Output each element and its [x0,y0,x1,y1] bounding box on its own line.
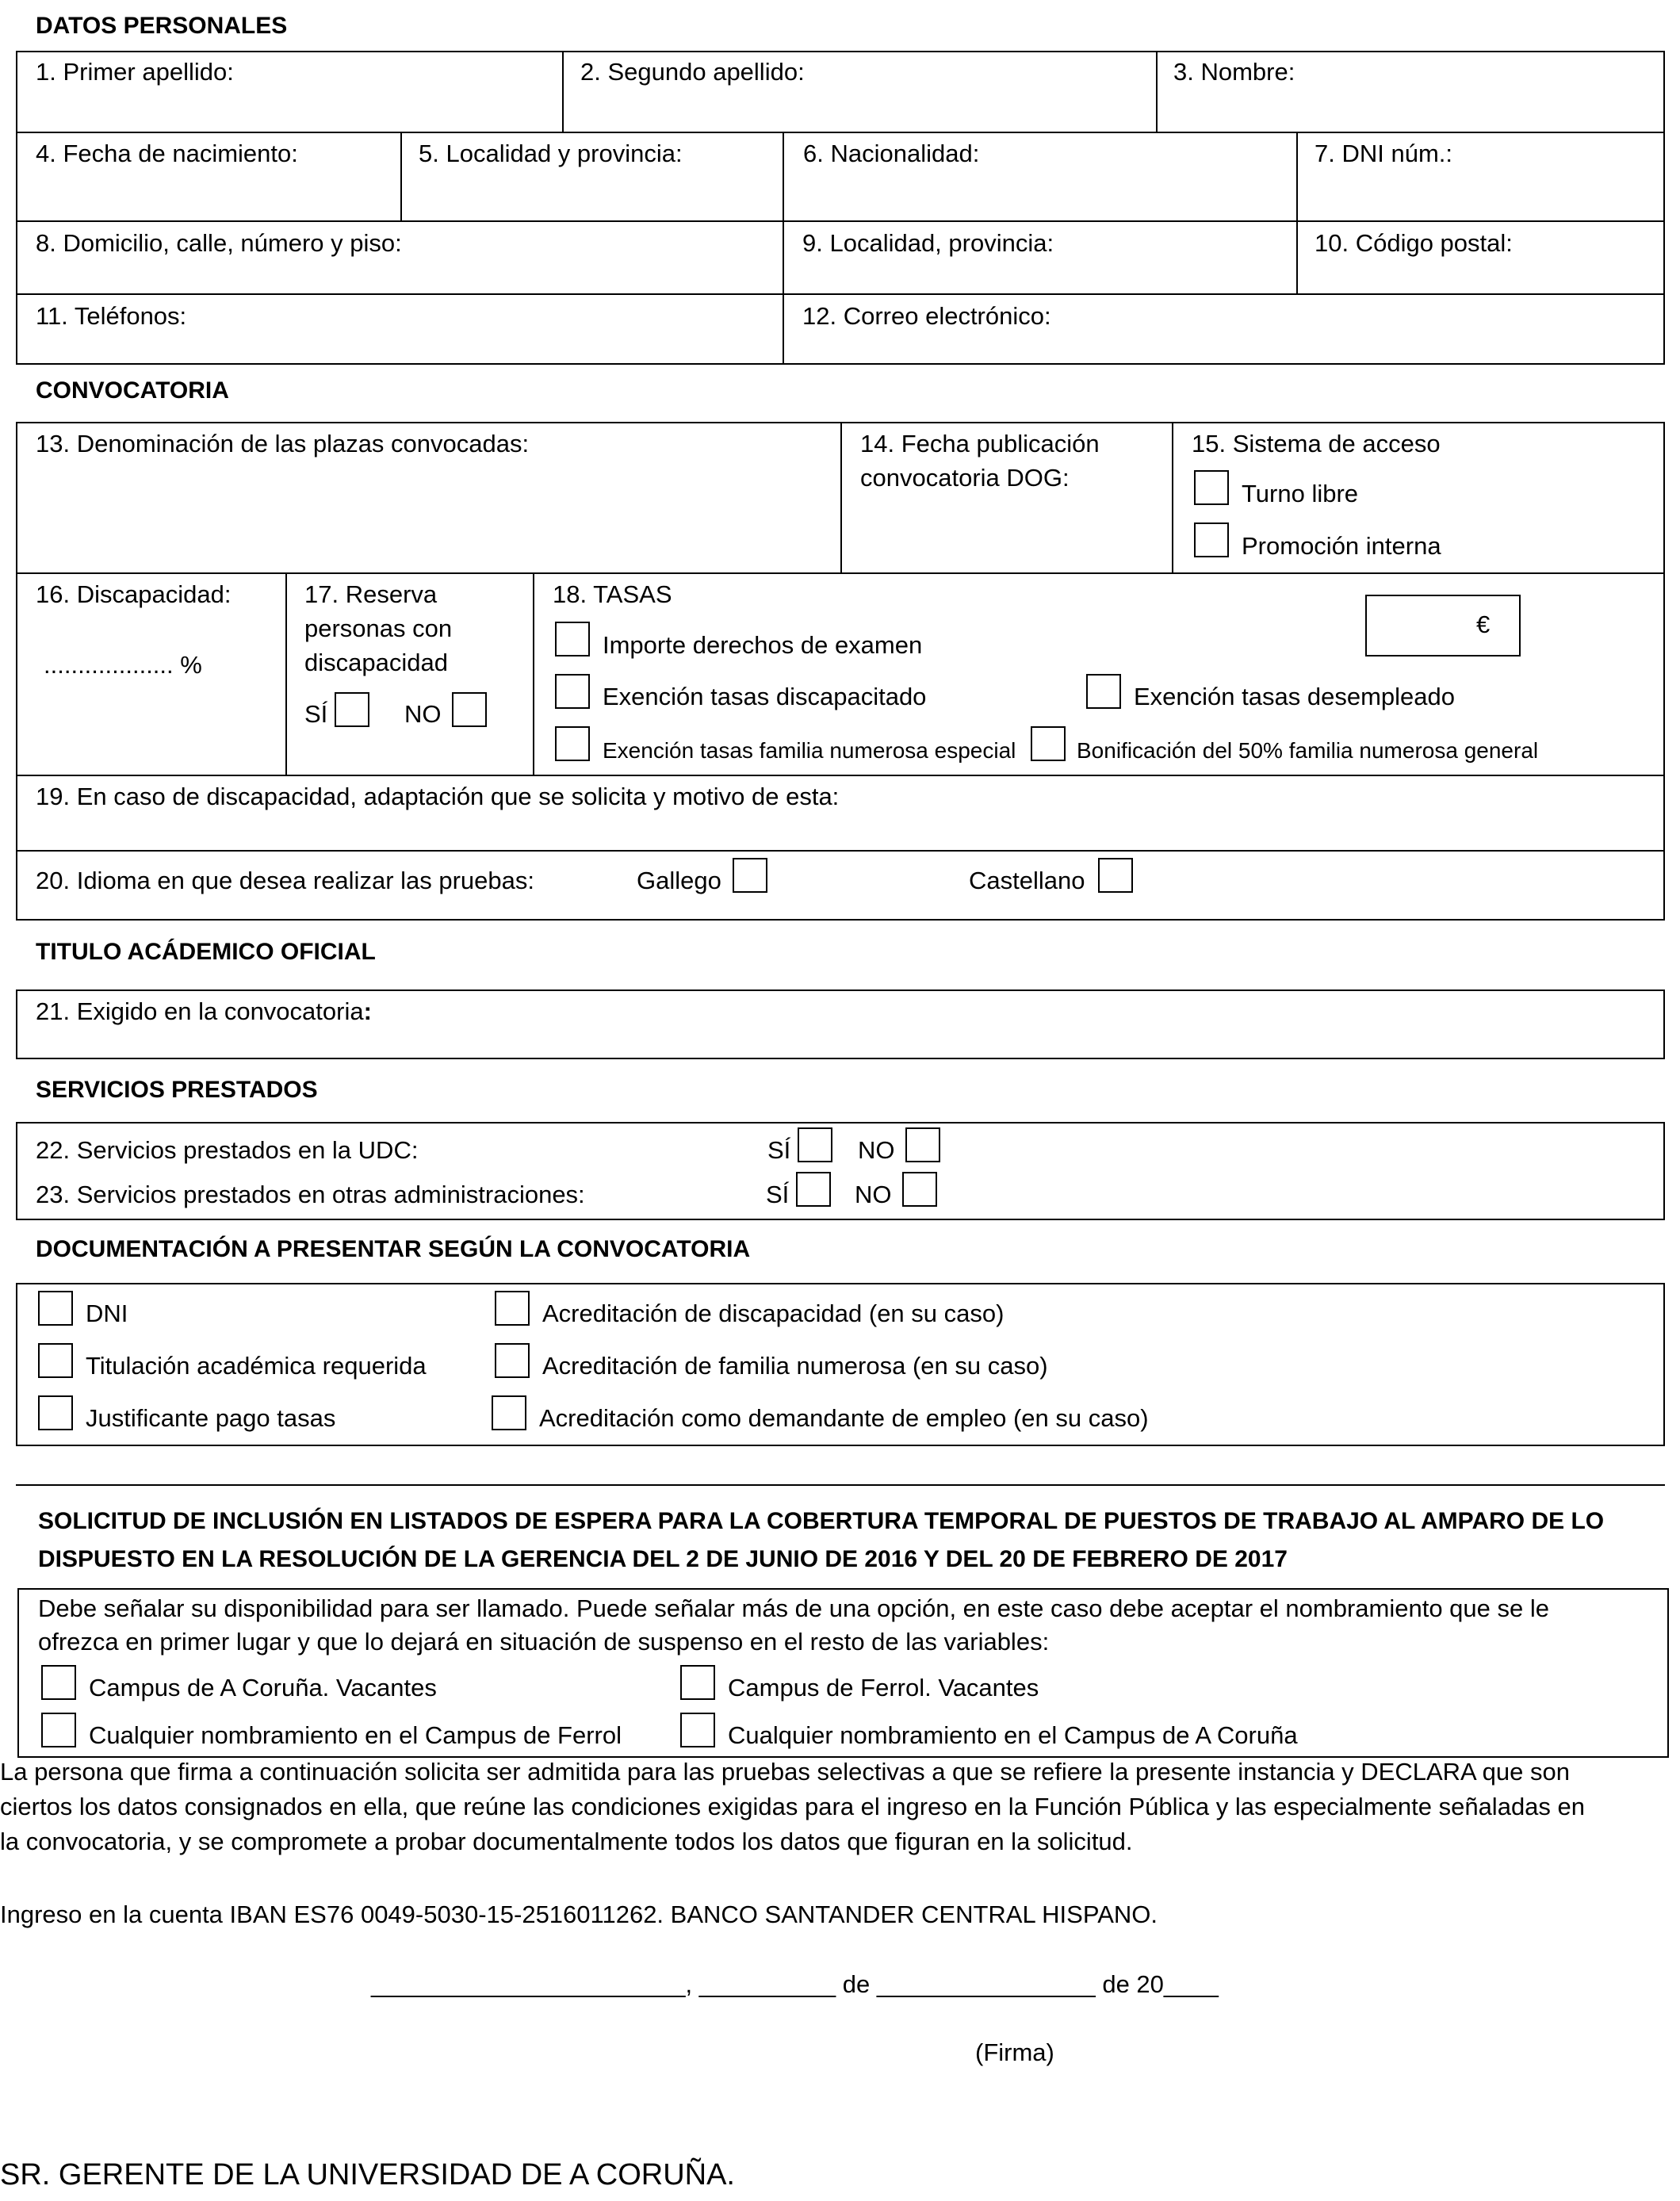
justificante-checkbox[interactable] [38,1395,73,1430]
col-divider [533,572,534,775]
fecha-firma-line[interactable]: _______________________, __________ de ________________ de 20____ [371,1970,1219,1998]
solicitud-title-line1: SOLICITUD DE INCLUSIÓN EN LISTADOS DE ESPERA PARA LA COBERTURA TEMPORAL DE PUESTOS DE TRABAJO AL AMPARO DE LO [38,1508,1605,1534]
importe-derechos-checkbox[interactable] [555,622,590,656]
turno-libre-checkbox[interactable] [1194,470,1229,505]
servicios-udc-no-label: NO [858,1136,895,1164]
col-divider [1156,51,1158,132]
titulo-exigido-colon: : [363,997,372,1025]
reserva-label-3: discapacidad [304,649,448,676]
exencion-desempleado-checkbox[interactable] [1086,674,1121,709]
importe-derechos-label: Importe derechos de examen [603,631,923,659]
section-separator [16,1484,1665,1486]
gallego-label: Gallego [637,867,721,894]
section-titulo: TITULO ACÁDEMICO OFICIAL [36,939,376,965]
exencion-discapacitado-checkbox[interactable] [555,674,590,709]
col-divider [1172,422,1173,572]
campus-ferrol-vacantes-label: Campus de Ferrol. Vacantes [728,1674,1039,1701]
telefonos-field[interactable]: 11. Teléfonos: [36,302,187,330]
declaracion-line2: ciertos los datos consignados en ella, que reúne las condiciones exigidas para el ingreso en la Función Pública y las especialmente señaladas en [0,1793,1586,1820]
solicitud-title-line2: DISPUESTO EN LA RESOLUCIÓN DE LA GERENCIA DEL 2 DE JUNIO DE 2016 Y DEL 20 DE FEBRERO DE 2017 [38,1546,1288,1572]
acreditacion-discapacidad-checkbox[interactable] [495,1291,530,1326]
row-divider [16,132,1665,133]
firma-label: (Firma) [975,2038,1054,2066]
exencion-familia-label: Exención tasas familia numerosa especial [603,738,1016,763]
cualquier-coruna-label: Cualquier nombramiento en el Campus de A Coruña [728,1721,1298,1749]
titulacion-checkbox[interactable] [38,1343,73,1378]
exencion-desempleado-label: Exención tasas desempleado [1134,683,1455,710]
gallego-checkbox[interactable] [733,858,767,893]
fecha-publicacion-label-2[interactable]: convocatoria DOG: [860,464,1070,492]
reserva-label-2: personas con [304,614,453,642]
discapacidad-label: 16. Discapacidad: [36,580,232,608]
segundo-apellido-field[interactable]: 2. Segundo apellido: [580,58,805,86]
denominacion-plazas-field[interactable]: 13. Denominación de las plazas convocadas: [36,430,530,457]
acreditacion-familia-label: Acreditación de familia numerosa (en su caso) [542,1352,1048,1380]
acreditacion-empleo-checkbox[interactable] [492,1395,526,1430]
acreditacion-empleo-label: Acreditación como demandante de empleo (en su caso) [539,1404,1149,1432]
titulo-exigido-field[interactable] [36,997,372,1028]
servicios-udc-si-label: SÍ [767,1136,791,1164]
campus-coruna-vacantes-checkbox[interactable] [41,1665,76,1700]
correo-field[interactable]: 12. Correo electrónico: [802,302,1051,330]
row-divider [16,220,1665,222]
servicios-udc-no-checkbox[interactable] [905,1127,940,1162]
row-divider [16,572,1665,574]
primer-apellido-field[interactable]: 1. Primer apellido: [36,58,234,86]
servicios-otras-no-label: NO [855,1181,892,1208]
fecha-publicacion-label: 14. Fecha publicación [860,430,1100,457]
localidad-nacimiento-field[interactable]: 5. Localidad y provincia: [419,140,683,167]
castellano-checkbox[interactable] [1098,858,1133,893]
solicitud-intro-line2: ofrezca en primer lugar y que lo dejará en situación de suspenso en el resto de las variables: [38,1628,1050,1656]
titulacion-label: Titulación académica requerida [86,1352,427,1380]
discapacidad-percent-field[interactable]: ................... % [44,651,202,679]
tasas-label: 18. TASAS [553,580,672,608]
dni-field[interactable]: 7. DNI núm.: [1315,140,1452,167]
adaptacion-field[interactable]: 19. En caso de discapacidad, adaptación que se solicita y motivo de esta: [36,783,840,810]
campus-ferrol-vacantes-checkbox[interactable] [680,1665,715,1700]
servicios-otras-label: 23. Servicios prestados en otras administraciones: [36,1181,585,1208]
euro-icon: € [1476,611,1491,638]
declaracion-line3: la convocatoria, y se compromete a probar documentalmente todos los datos que figuran en la solicitud. [0,1828,1133,1855]
destinatario: SR. GERENTE DE LA UNIVERSIDAD DE A CORUÑA. [0,2158,735,2191]
reserva-si-label: SÍ [304,700,328,728]
servicios-otras-no-checkbox[interactable] [902,1172,937,1207]
section-servicios: SERVICIOS PRESTADOS [36,1077,318,1103]
promocion-interna-label: Promoción interna [1242,532,1441,560]
turno-libre-label: Turno libre [1242,480,1359,507]
ingreso-cuenta: Ingreso en la cuenta IBAN ES76 0049-5030-15-2516011262. BANCO SANTANDER CENTRAL HISPANO. [0,1901,1158,1928]
domicilio-field[interactable]: 8. Domicilio, calle, número y piso: [36,229,402,257]
section-documentacion: DOCUMENTACIÓN A PRESENTAR SEGÚN LA CONVOCATORIA [36,1236,751,1262]
bonificacion-label: Bonificación del 50% familia numerosa general [1077,738,1539,763]
section-convocatoria: CONVOCATORIA [36,377,229,404]
promocion-interna-checkbox[interactable] [1194,522,1229,557]
servicios-udc-si-checkbox[interactable] [798,1127,832,1162]
solicitud-intro-line1: Debe señalar su disponibilidad para ser llamado. Puede señalar más de una opción, en este caso debe aceptar el nombramiento que se le [38,1594,1549,1622]
servicios-otras-si-checkbox[interactable] [796,1172,831,1207]
servicios-udc-label: 22. Servicios prestados en la UDC: [36,1136,419,1164]
idioma-label: 20. Idioma en que desea realizar las pruebas: [36,867,535,894]
localidad-domicilio-field[interactable]: 9. Localidad, provincia: [802,229,1054,257]
col-divider [840,422,842,572]
row-divider [16,775,1665,776]
reserva-label-1: 17. Reserva [304,580,438,608]
reserva-si-checkbox[interactable] [335,692,369,727]
col-divider [562,51,564,132]
bonificacion-checkbox[interactable] [1031,726,1066,761]
titulo-exigido-label: 21. Exigido en la convocatoria [36,997,364,1025]
castellano-label: Castellano [969,867,1085,894]
servicios-otras-si-label: SÍ [766,1181,790,1208]
acreditacion-familia-checkbox[interactable] [495,1343,530,1378]
exencion-discapacitado-label: Exención tasas discapacitado [603,683,927,710]
row-divider [16,293,1665,295]
cualquier-ferrol-label: Cualquier nombramiento en el Campus de Ferrol [89,1721,622,1749]
exencion-familia-checkbox[interactable] [555,726,590,761]
justificante-label: Justificante pago tasas [86,1404,336,1432]
codigo-postal-field[interactable]: 10. Código postal: [1315,229,1513,257]
row-divider [16,850,1665,852]
importe-euro-input[interactable] [1365,595,1521,656]
sistema-acceso-label: 15. Sistema de acceso [1192,430,1441,457]
campus-coruna-vacantes-label: Campus de A Coruña. Vacantes [89,1674,437,1701]
col-divider [285,572,287,775]
cualquier-ferrol-checkbox[interactable] [41,1713,76,1747]
dni-label: DNI [86,1300,128,1327]
cualquier-coruna-checkbox[interactable] [680,1713,715,1747]
declaracion-line1: La persona que firma a continuación solicita ser admitida para las pruebas selectivas a que se refiere la presente instancia y DECLARA que son [0,1758,1570,1786]
section-datos-personales: DATOS PERSONALES [36,13,288,39]
reserva-no-checkbox[interactable] [452,692,487,727]
reserva-no-label: NO [404,700,442,728]
nombre-field[interactable]: 3. Nombre: [1173,58,1295,86]
col-divider [400,132,402,220]
dni-checkbox[interactable] [38,1291,73,1326]
col-divider [1296,132,1298,293]
fecha-nacimiento-field[interactable]: 4. Fecha de nacimiento: [36,140,298,167]
col-divider [783,132,784,365]
acreditacion-discapacidad-label: Acreditación de discapacidad (en su caso) [542,1300,1005,1327]
nacionalidad-field[interactable]: 6. Nacionalidad: [803,140,980,167]
